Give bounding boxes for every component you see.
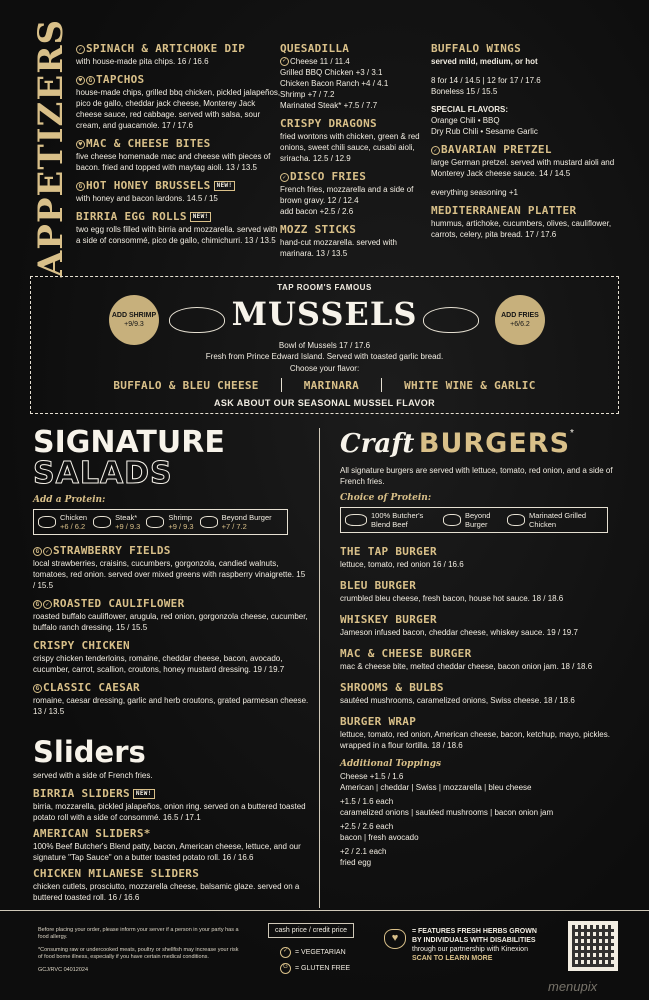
mussels-flavors (31, 378, 618, 392)
heart-hands-icon: ♥ (76, 140, 85, 149)
protein-grilled-chicken: Marinated Grilled Chicken (507, 511, 591, 529)
add-fries-badge: ADD FRIES +6/6.2 (495, 295, 545, 345)
vegetarian-icon: ✓ (281, 58, 288, 65)
menu-item: BLEU BURGER crumbled bleu cheese, fresh bacon, house hot sauce. 18 / 18.6 (340, 579, 564, 603)
flavor-buffalo: BUFFALO & BLEU CHEESE (113, 378, 259, 392)
gluten-free-key: G = GLUTEN FREE (280, 963, 350, 974)
salads-section (33, 425, 309, 723)
gluten-free-icon: G (86, 76, 95, 85)
menu-item: BUFFALO WINGS served mild, medium, or hot 8 for 14 / 14.5 | 12 for 17 / 17.6 Boneless 15 / 15.5 SPECIAL FLAVORS: Orange Chili • BBQ Dry Rub Chili • Sesame Garlic (431, 42, 541, 136)
toppings-list: Cheese +1.5 / 1.6 American | cheddar | Swiss | mozzarella | bleu cheese +1.5 / 1.6 each caramelized onions | sautéed mushrooms | bacon onion jam +2.5 / 2.6 each bacon | fresh avocado +2 / 2.1 each fried egg (340, 772, 554, 867)
beyond-burger-icon (443, 514, 461, 526)
watermark: menupix (548, 979, 598, 994)
menu-item: QUESADILLA ✓ Cheese 11 / 11.4 Grilled BBQ Chicken +3 / 3.1 Chicken Bacon Ranch +4 / 4.1 Shrimp +7 / 7.2 Marinated Steak* +7.5 / 7.7 (280, 42, 389, 110)
sliders-heading: Sliders (33, 735, 146, 769)
menu-item: THE TAP BURGER lettuce, tomato, red onion 16 / 16.6 (340, 545, 464, 569)
sliders-sub: served with a side of French fries. (33, 771, 153, 780)
flavor-marinara: MARINARA (303, 378, 360, 392)
toppings-label: Additional Toppings (340, 759, 442, 769)
raw-food-note: *Consuming raw or undercooked meats, poultry or shellfish may increase your risk of food borne illness, especially if you have certain medical conditions. (38, 947, 239, 960)
menu-item: G ✓ STRAWBERRY FIELDS local strawberries, craisins, cucumbers, gorgonzola, candied walnuts, tomatoes, red onion. served over mixed greens with raspberry vinaigrette. 15 / 15.5 (33, 544, 306, 590)
burgers-section (340, 428, 622, 868)
flavor-white-wine: WHITE WINE & GARLIC (404, 378, 536, 392)
protein-chicken: Chicken +6 / 6.2 (38, 513, 87, 531)
vegetarian-icon: ✓ (43, 547, 52, 556)
menu-item: G CLASSIC CAESAR romaine, caesar dressing, garlic and herb croutons, grated parmesan cheese. 13 / 13.5 (33, 681, 309, 716)
menu-item: MEDITERRANEAN PLATTER hummus, artichoke, cucumbers, olives, cauliflower, carrots, celery, pita bread. 17 / 17.6 (431, 204, 612, 239)
add-protein-label: Add a Protein: (33, 495, 106, 505)
gluten-free-icon: G (33, 547, 42, 556)
sliders-section (33, 736, 313, 903)
mussels-box (30, 276, 619, 414)
chicken-icon (507, 514, 525, 526)
menu-item: ✓ DISCO FRIES French fries, mozzarella and a side of brown gravy. 12 / 12.4 add bacon +2.5 / 2.6 (280, 170, 414, 216)
gluten-free-icon: G (280, 963, 291, 974)
mussels-seasonal: ASK ABOUT OUR SEASONAL MUSSEL FLAVOR (213, 398, 436, 408)
mussel-shell-icon (169, 307, 225, 333)
menu-item: ♥ G TAPCHOS house-made chips, grilled bbq chicken, pickled jalapeños, pico de gallo, cheddar jack cheese, Monterey Jack cheese sauce, red cabbage. served with salsa, sour cream, and guacamole. 17 / 17.6 (76, 73, 281, 130)
mussels-title: MUSSELS (231, 295, 418, 333)
menu-item: CRISPY DRAGONS fried wontons with chicken, green & red onions, sweet chili sauce, cusabi aioli, sriracha. 12.5 / 12.9 (280, 117, 420, 163)
divider (281, 378, 282, 392)
menu-item: MAC & CHEESE BURGER mac & cheese bite, melted cheddar cheese, bacon onion jam. 18 / 18.6 (340, 647, 593, 671)
menu-item: ✓ SPINACH & ARTICHOKE DIP with house-made pita chips. 16 / 16.6 (76, 42, 246, 66)
gluten-free-icon: G (76, 182, 85, 191)
beyond-burger-icon (200, 516, 218, 528)
price-key: cash price / credit price (268, 923, 354, 938)
vegetarian-icon: ✓ (431, 146, 440, 155)
protein-options (33, 509, 288, 535)
choice-protein-label: Choice of Protein: (340, 493, 432, 503)
vegetarian-icon: ✓ (76, 45, 85, 54)
mussel-shell-icon (423, 307, 479, 333)
menu-item: G HOT HONEY BRUSSELS NEW! with honey and bacon lardons. 14.5 / 15 (76, 179, 281, 204)
appetizers-col-2 (280, 42, 422, 265)
menu-item: CRISPY CHICKEN crispy chicken tenderloins, romaine, cheddar cheese, bacon, avocado, cucumber, carrot, scallion, croutons, honey mustard dressing. 19 / 19.7 (33, 639, 285, 674)
gluten-free-icon: G (33, 600, 42, 609)
heart-hands-icon: ♥ (384, 929, 406, 949)
menu-item: SHROOMS & BULBS sautéed mushrooms, caramelized onions, Swiss cheese. 18 / 18.6 (340, 681, 575, 705)
appetizers-col-3 (431, 42, 621, 246)
protein-steak: Steak* +9 / 9.3 (93, 513, 140, 531)
protein-beef: 100% Butcher's Blend Beef (345, 511, 431, 529)
vegetarian-icon: ✓ (280, 947, 291, 958)
qr-code[interactable] (568, 921, 618, 971)
mussels-bowl: Bowl of Mussels 17 / 17.6 (278, 341, 371, 350)
heart-hands-icon: ♥ (76, 76, 85, 85)
appetizers-col-1 (76, 42, 281, 252)
burgers-heading: Craft BURGERS* (340, 428, 574, 459)
burger-protein-options (340, 507, 608, 533)
mussels-choose: Choose your flavor: (289, 364, 360, 373)
protein-beyond: Beyond Burger +7 / 7.2 (200, 513, 272, 531)
add-shrimp-badge: ADD SHRIMP +9/9.3 (109, 295, 159, 345)
divider (381, 378, 382, 392)
mussels-fresh: Fresh from Prince Edward Island. Served with toasted garlic bread. (205, 352, 444, 361)
new-badge: NEW! (214, 181, 236, 191)
menu-item: BIRRIA EGG ROLLS NEW! two egg rolls filled with birria and mozzarella. served with a side of consommé, pico de gallo, chimichurri. 13 / 13.5 (76, 210, 278, 245)
menu-item: AMERICAN SLIDERS* 100% Beef Butcher's Blend patty, bacon, American cheese, lettuce, and our signature "Tap Sauce" on a butter toasted potato roll. 16 / 16.6 (33, 827, 301, 862)
new-badge: NEW! (133, 789, 155, 799)
menu-item: WHISKEY BURGER Jameson infused bacon, cheddar cheese, whiskey sauce. 19 / 19.7 (340, 613, 578, 637)
salads-heading-2: SALADS (33, 456, 173, 491)
scan-link: SCAN TO LEARN MORE (412, 955, 493, 962)
protein-beyond: Beyond Burger (443, 511, 495, 529)
menu-item: G ✓ ROASTED CAULIFLOWER roasted buffalo cauliflower, arugula, red onion, gorgonzola cheese, cucumber, buffalo ranch dressing. 15 / 15.5 (33, 597, 308, 632)
menu-item: ♥ MAC & CHEESE BITES five cheese homemade mac and cheese with pieces of bacon. fried and topped with maytag aioli. 13 / 13.5 (76, 137, 271, 172)
chicken-icon (38, 516, 56, 528)
salads-heading-1: SIGNATURE (33, 425, 225, 460)
footer (0, 910, 649, 1000)
menu-item: BURGER WRAP lettuce, tomato, red onion, American cheese, bacon, ketchup, mayo, pickles. wrapped in a flour tortilla. 18 / 18.6 (340, 715, 610, 750)
menu-item: MOZZ STICKS hand-cut mozzarella. served with marinara. 13 / 13.5 (280, 223, 397, 258)
mussels-kicker: TAP ROOM'S FAMOUS (277, 283, 372, 292)
menu-item: CHICKEN MILANESE SLIDERS chicken cutlets, prosciutto, mozzarella cheese, balsamic glaze. served on a buttered toasted roll. 16 / 16.6 (33, 867, 300, 902)
burgers-intro: All signature burgers are served with lettuce, tomato, red onion, and a side of French fries. (340, 466, 613, 486)
new-badge: NEW! (190, 212, 212, 222)
menu-item: ✓ BAVARIAN PRETZEL large German pretzel. served with mustard aioli and Monterey Jack cheese sauce. 14 / 14.5 everything seasoning +1 (431, 143, 615, 197)
gluten-free-icon: G (33, 684, 42, 693)
menu-item: BIRRIA SLIDERS NEW! birria, mozzarella, pickled jalapeños, onion ring. served on a buttered toasted potato roll with a side of consommé. 16.5 / 17.1 (33, 787, 306, 822)
vegetarian-icon: ✓ (280, 173, 289, 182)
steak-icon (93, 516, 111, 528)
shrimp-icon (146, 516, 164, 528)
appetizers-heading: APPETIZERS (31, 18, 71, 278)
vegetarian-key: ✓ = VEGETARIAN (280, 947, 346, 958)
vegetarian-icon: ✓ (43, 600, 52, 609)
column-divider (319, 428, 320, 908)
allergy-note: Before placing your order, please inform your server if a person in your party has a food allergy. (38, 927, 239, 940)
cow-icon (345, 514, 367, 526)
menu-code: GCJ/RVC 04012024 (38, 967, 89, 973)
herbs-note: = FEATURES FRESH HERBS GROWN BY INDIVIDUALS WITH DISABILITIES through our partnership with Kinexion SCAN TO LEARN MORE (412, 927, 562, 963)
protein-shrimp: Shrimp +9 / 9.3 (146, 513, 193, 531)
